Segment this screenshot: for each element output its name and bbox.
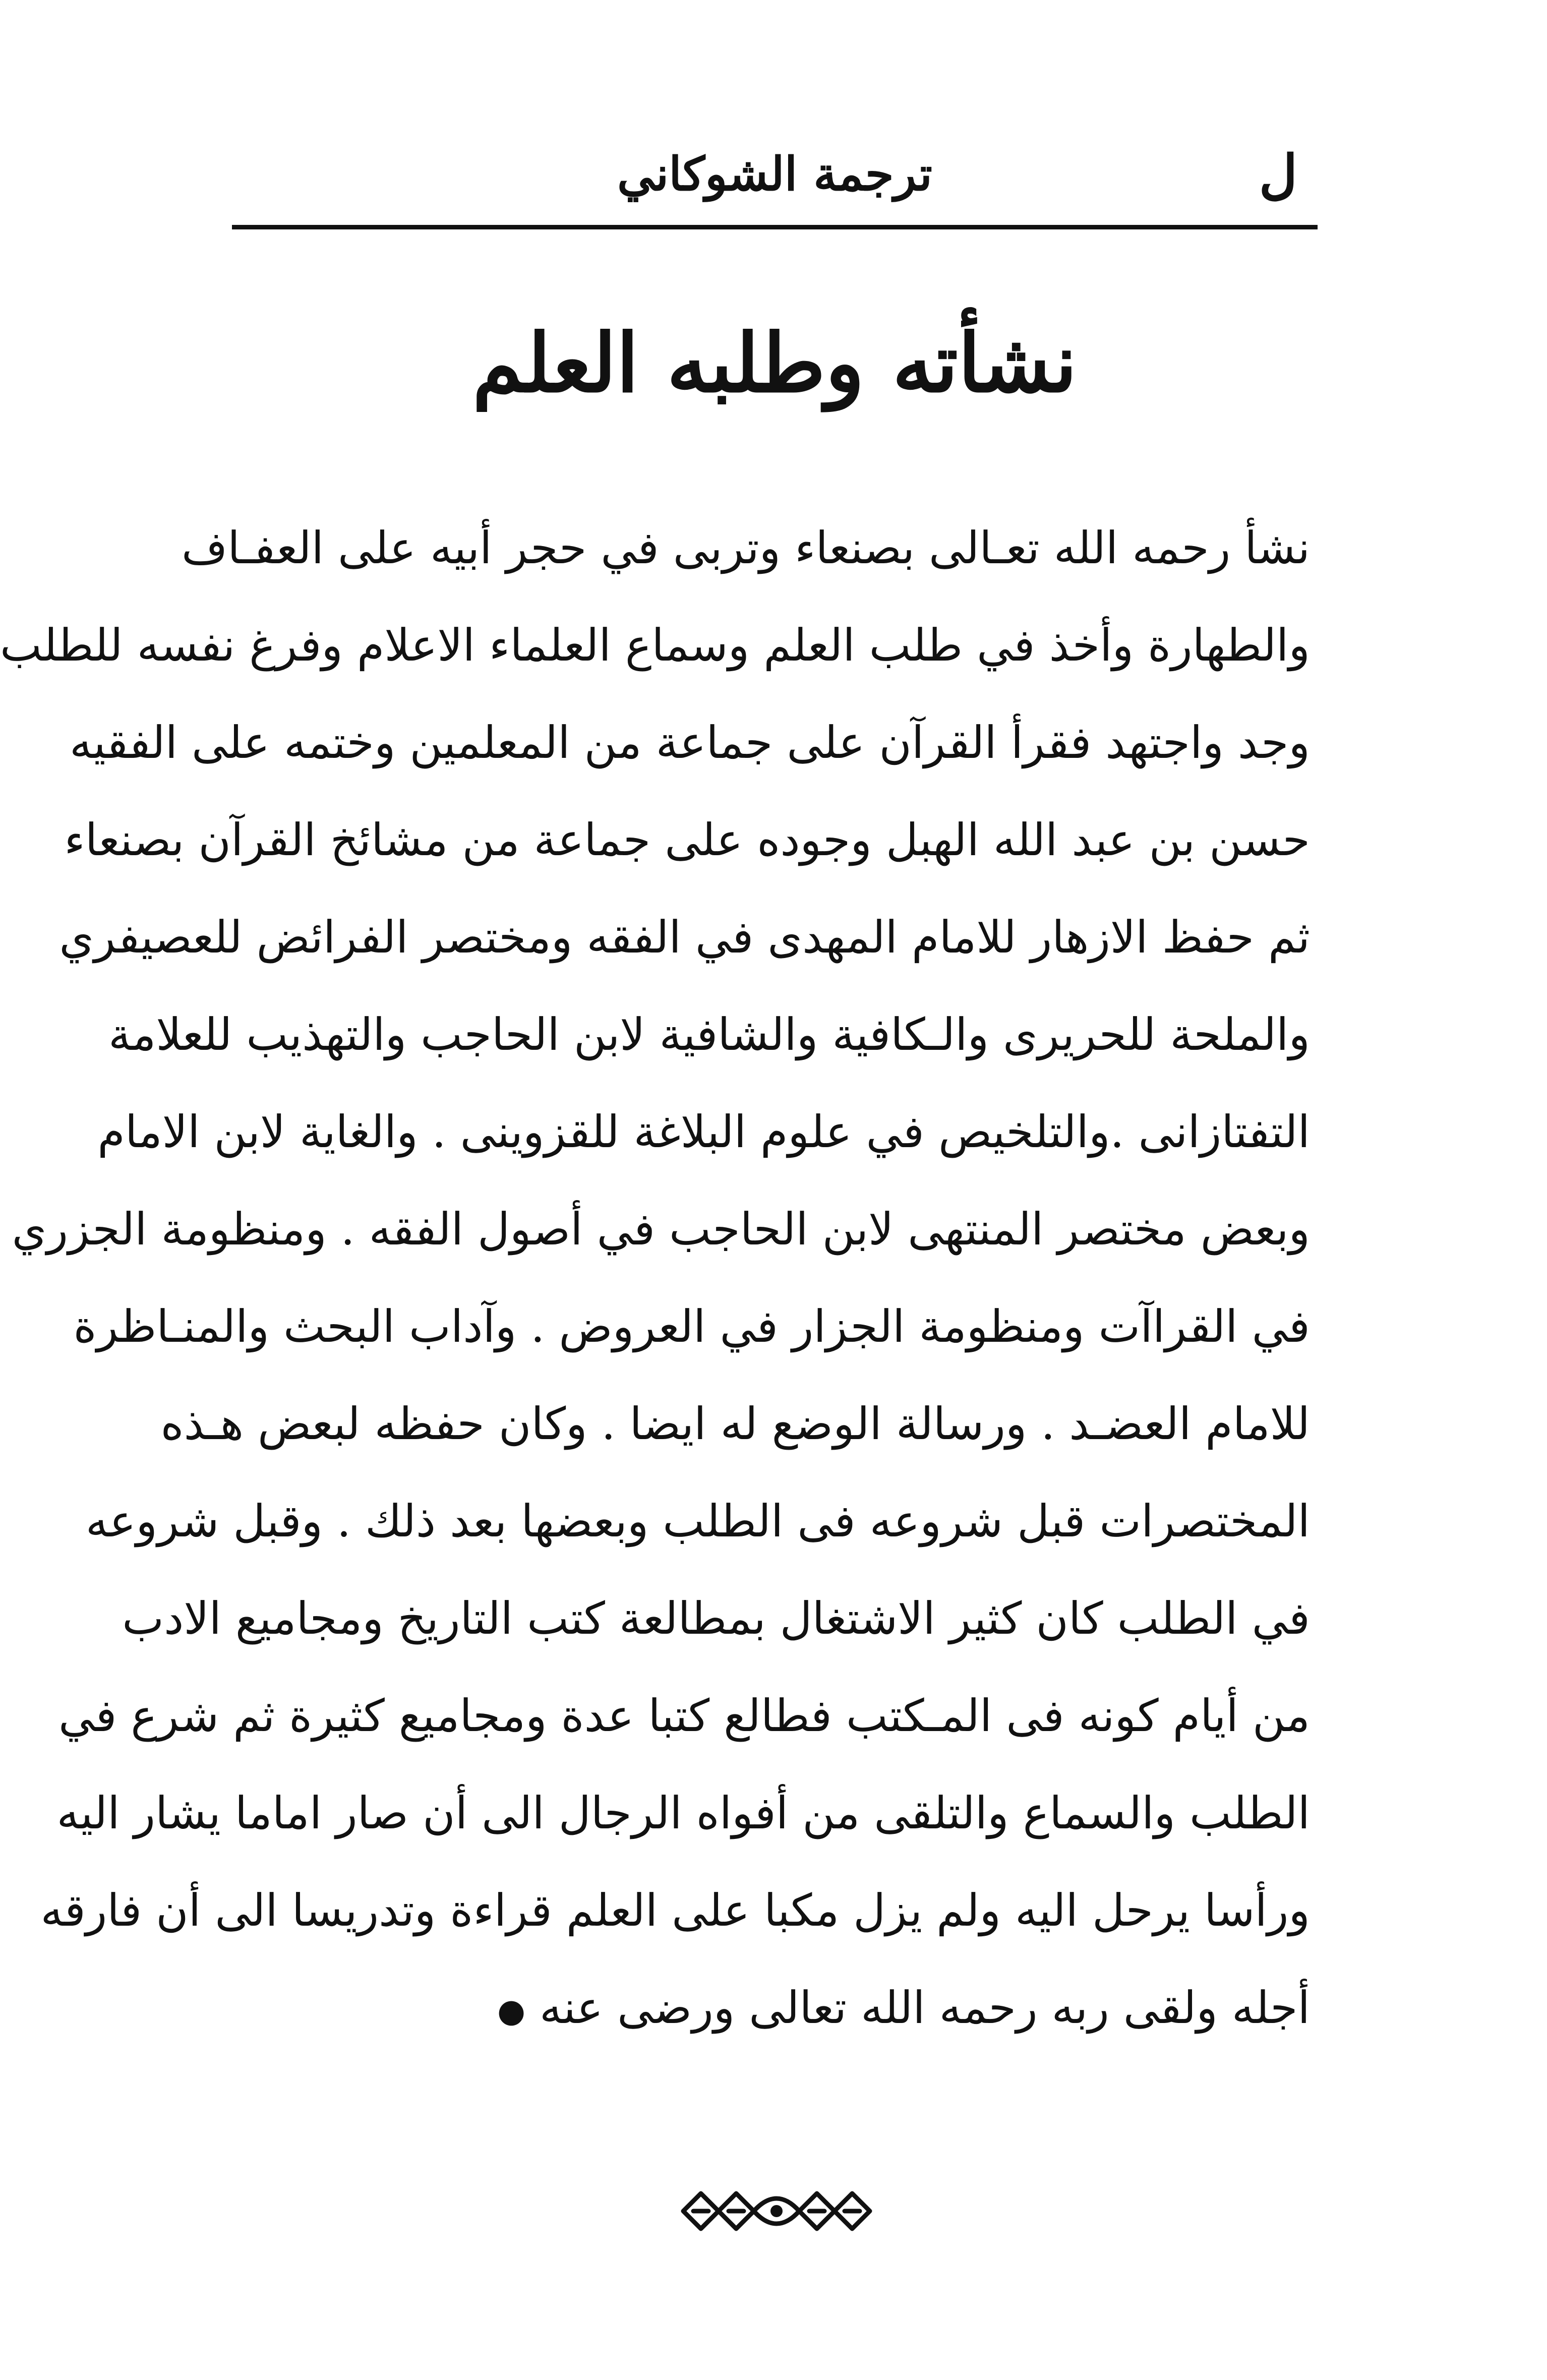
text-line: ثم حفظ الازهار للامام المهدى في الفقه ومختصر الفرائض للعصيفري [59, 911, 1310, 963]
text-line-last [234, 1959, 1310, 2056]
text-line: وبعض مختصر المنتهى لابن الحاجب في أصول الفقه . ومنظومة الجزري [12, 1203, 1310, 1255]
page-number: ل [1259, 143, 1297, 205]
section-title: نشأته وطلبه العلم [472, 316, 1078, 410]
text-line: نشأ رحمه الله تعـالى بصنعاء وتربى في حجر أبيه على العفـاف [181, 522, 1310, 574]
text-line: وجد واجتهد فقرأ القرآن على جماعة من المعلمين وختمه على الفقيه [69, 717, 1310, 768]
text-line: حسن بن عبد الله الهبل وجوده على جماعة من مشائخ القرآن بصنعاء [64, 814, 1310, 866]
text-line: التفتازانى .والتلخيص في علوم البلاغة للقزوينى . والغاية لابن الامام [97, 1106, 1310, 1158]
text-line: والملحة للحريرى والـكافية والشافية لابن الحاجب والتهذيب للعلامة [108, 1008, 1310, 1060]
header-rule [232, 225, 1318, 229]
body-text [0, 499, 1310, 2056]
running-title: ترجمة الشوكاني [617, 147, 933, 201]
text-line: في القراآت ومنظومة الجزار في العروض . وآداب البحث والمنـاظرة [73, 1300, 1310, 1352]
text-line: للامام العضـد . ورسالة الوضع له ايضا . وكان حفظه لبعض هـذه [160, 1398, 1310, 1450]
end-mark: ● [497, 1992, 525, 2030]
decorative-end-ornament-icon [678, 2183, 875, 2239]
text-line: في الطلب كان كثير الاشتغال بمطالعة كتب التاريخ ومجاميع الادب [122, 1592, 1310, 1644]
text-line: ورأسا يرحل اليه ولم يزل مكبا على العلم قراءة وتدريسا الى أن فارقه [40, 1884, 1310, 1936]
running-header [232, 136, 1318, 222]
text-line: المختصرات قبل شروعه فى الطلب وبعضها بعد ذلك . وقبل شروعه [85, 1495, 1310, 1547]
text-line: الطلب والسماع والتلقى من أفواه الرجال الى أن صار اماما يشار اليه [56, 1787, 1310, 1839]
closing-text: أجله ولقى ربه رحمه الله تعالى ورضى عنه [539, 1982, 1310, 2034]
text-line: والطهارة وأخذ في طلب العلم وسماع العلماء الاعلام وفرغ نفسه للطلب [0, 619, 1310, 671]
text-line: من أيام كونه فى المـكتب فطالع كتبا عدة ومجاميع كثيرة ثم شرع في [58, 1690, 1310, 1742]
